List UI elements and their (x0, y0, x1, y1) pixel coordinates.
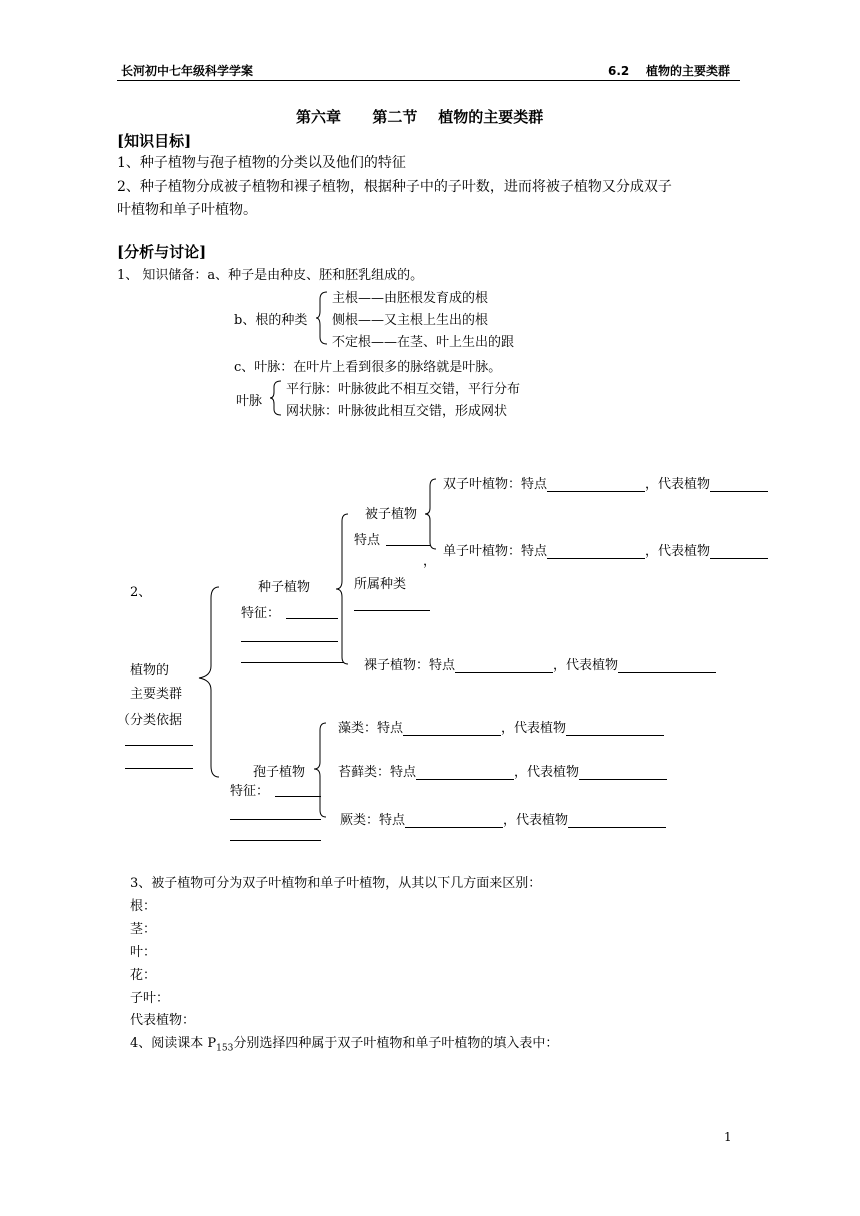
fern-row (340, 809, 666, 828)
q3-item: 代表植物： (130, 1013, 196, 1028)
objective-item: 叶植物和单子叶植物。 (117, 202, 257, 218)
header-right: 6.2 植物的主要类群 (608, 64, 730, 78)
blank-line[interactable] (125, 768, 193, 769)
q3-item: 叶： (130, 945, 157, 960)
header-left: 长河初中七年级科学学案 (121, 64, 254, 78)
blank-line[interactable] (230, 819, 321, 820)
objective-item: 2、种子植物分成被子植物和裸子植物，根据种子中的子叶数，进而将被子植物又分成双子 (117, 179, 672, 195)
blank-line[interactable] (125, 745, 193, 746)
main-brace (197, 586, 223, 778)
q1-intro: 1、 知识储备：a、种子是由种皮、胚和胚乳组成的。 (117, 268, 424, 283)
gymnosperm-feature-blank[interactable] (455, 658, 553, 673)
seed-feature-label: 特征： (241, 606, 281, 621)
q3-item: 花： (130, 968, 157, 983)
blank-line[interactable] (386, 545, 430, 546)
blank-line[interactable] (354, 610, 430, 611)
classification-basis: （分类依据 (117, 713, 183, 728)
algae-feature-blank[interactable] (403, 721, 501, 736)
monocot-feature-blank[interactable] (547, 544, 645, 559)
fern-feature-blank[interactable] (405, 813, 503, 828)
discussion-heading: [分析与讨论] (117, 243, 207, 261)
objective-item: 1、种子植物与孢子植物的分类以及他们的特征 (117, 155, 406, 171)
plant-groups-label: 主要类群 (130, 687, 183, 702)
root-type: 主根——由胚根发育成的根 (332, 291, 489, 306)
spore-feature-label: 特征： (230, 784, 270, 799)
algae-rep: ，代表植物 (501, 721, 567, 736)
angiosperm-brace (425, 478, 439, 550)
header-rule (117, 80, 740, 81)
page-number: 1 (724, 1130, 732, 1144)
gymnosperm-rep-blank[interactable] (618, 658, 716, 673)
angiosperm-family: 所属种类 (354, 577, 407, 592)
comma: ， (423, 554, 437, 569)
fern-rep-blank[interactable] (568, 813, 666, 828)
spore-brace (314, 722, 330, 818)
dicot-feature-blank[interactable] (547, 477, 645, 492)
moss-feature: 苔藓类：特点 (338, 765, 417, 780)
fern-feature: 厥类：特点 (340, 813, 406, 828)
moss-rep-blank[interactable] (579, 765, 667, 780)
vein-label: 叶脉 (236, 394, 263, 409)
dicot-rep: ，代表植物 (645, 477, 711, 492)
q3-intro: 3、被子植物可分为双子叶植物和单子叶植物，从其以下几方面来区别： (130, 876, 542, 891)
dicot-feature: 双子叶植物：特点 (443, 477, 548, 492)
root-type: 侧根——又主根上生出的根 (332, 313, 489, 328)
vein-type: 平行脉：叶脉彼此不相互交错，平行分布 (286, 382, 521, 397)
q3-item: 根： (130, 899, 157, 914)
root-type: 不定根——在茎、叶上生出的跟 (332, 335, 515, 350)
algae-rep-blank[interactable] (566, 721, 664, 736)
q3-item: 子叶： (130, 991, 170, 1006)
seed-brace (336, 513, 352, 665)
gymnosperm-rep: ，代表植物 (553, 658, 619, 673)
moss-rep: ，代表植物 (514, 765, 580, 780)
q4-page-sub: 153 (216, 1043, 234, 1054)
spore-plants-label: 孢子植物 (253, 765, 306, 780)
objectives-heading: [知识目标] (117, 132, 192, 150)
moss-row (338, 761, 667, 780)
monocot-rep: ，代表植物 (645, 544, 711, 559)
blank-line[interactable] (230, 840, 321, 841)
fern-rep: ，代表植物 (503, 813, 569, 828)
q4-post: 分别选择四种属于双子叶植物和单子叶植物的填入表中： (233, 1036, 559, 1051)
vein-type: 网状脉：叶脉彼此相互交错，形成网状 (286, 404, 508, 419)
vein-brace (270, 380, 284, 416)
angiosperm-feature: 特点 (354, 533, 381, 548)
dicot-row (443, 473, 768, 492)
plant-groups-label: 植物的 (130, 663, 170, 678)
q4-pre: 4、阅读课本 P (130, 1036, 217, 1051)
blank-line[interactable] (241, 641, 338, 642)
monocot-feature: 单子叶植物：特点 (443, 544, 548, 559)
algae-row (338, 717, 664, 736)
q4-text (130, 1032, 558, 1054)
monocot-row (443, 540, 768, 559)
blank-line[interactable] (241, 662, 344, 663)
dicot-rep-blank[interactable] (710, 477, 768, 492)
root-brace (316, 290, 330, 346)
vein-intro: c、叶脉：在叶片上看到很多的脉络就是叶脉。 (234, 360, 502, 375)
monocot-rep-blank[interactable] (710, 544, 768, 559)
angiosperm-label: 被子植物 (365, 507, 418, 522)
q3-item: 茎： (130, 922, 157, 937)
q2-number: 2、 (130, 585, 152, 600)
seed-plants-label: 种子植物 (258, 580, 311, 595)
gymnosperm-feature: 裸子植物：特点 (364, 658, 456, 673)
page-title: 第六章 第二节 植物的主要类群 (296, 108, 544, 126)
gymnosperm-row (364, 654, 716, 673)
blank-line[interactable] (286, 618, 338, 619)
root-types-label: b、根的种类 (234, 313, 308, 328)
moss-feature-blank[interactable] (416, 765, 514, 780)
algae-feature: 藻类：特点 (338, 721, 404, 736)
